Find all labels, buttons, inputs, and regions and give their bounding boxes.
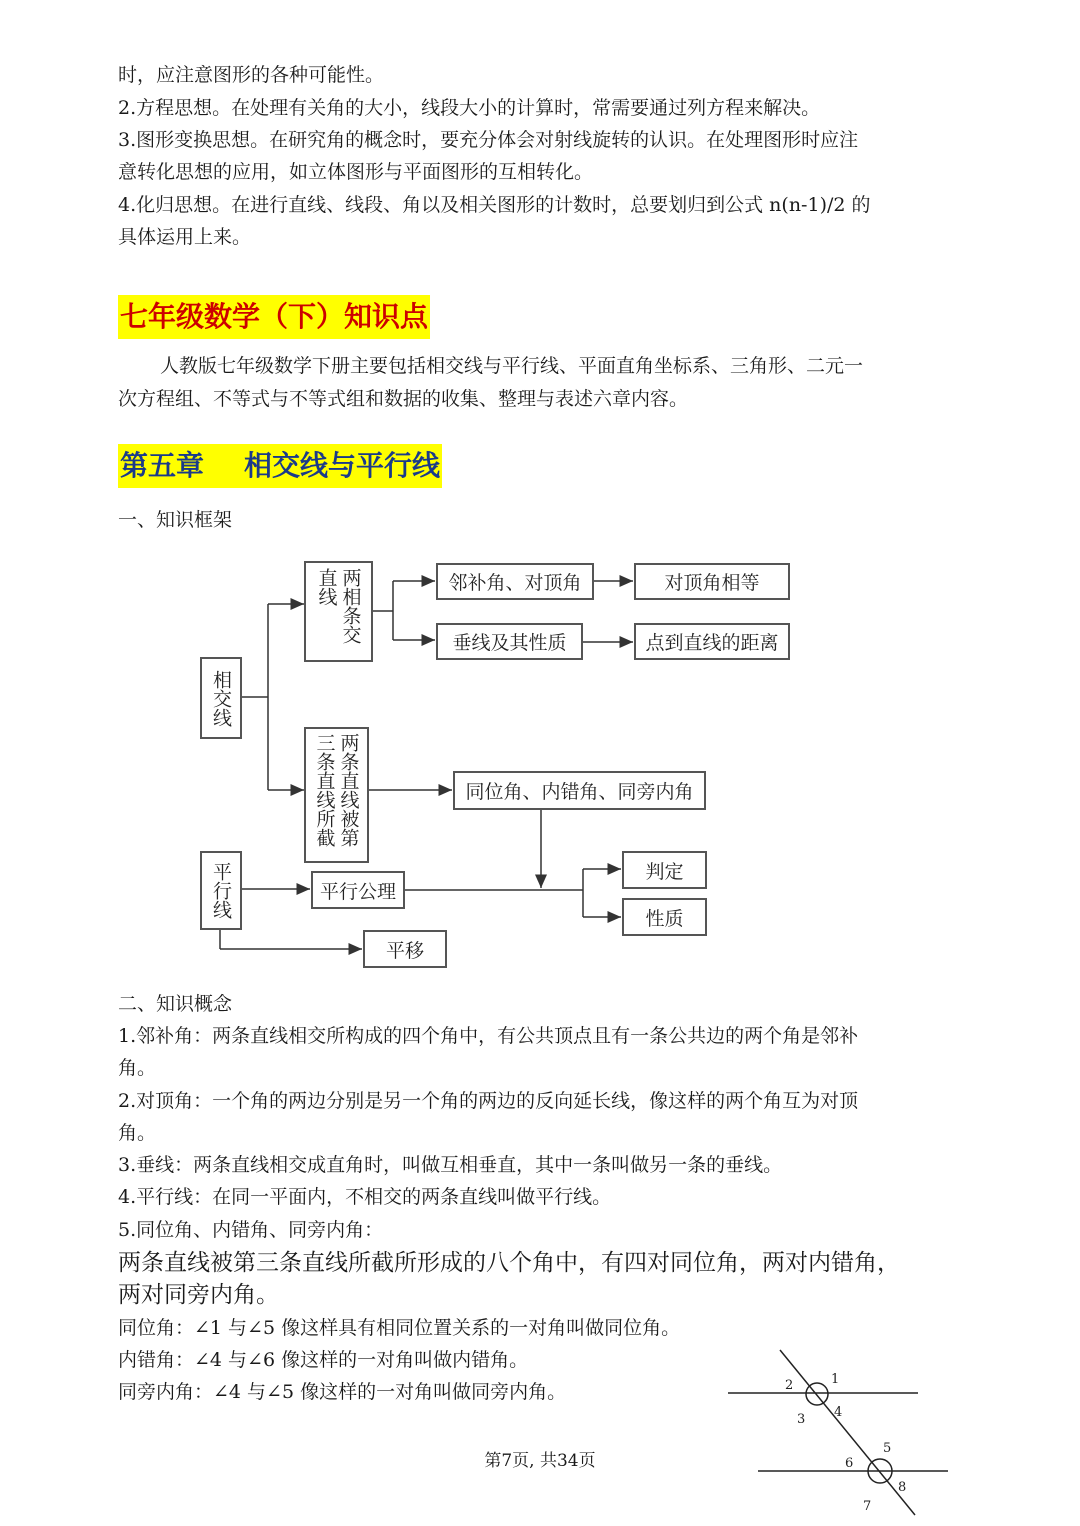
node-perpendicular xyxy=(436,623,583,660)
angle-definition: 同旁内角：∠4 与∠5 像这样的一对角叫做同旁内角。 xyxy=(118,1381,567,1403)
node-point-line-distance xyxy=(634,623,790,660)
node-label: 判定 xyxy=(645,860,684,883)
angle-label-3: 3 xyxy=(797,1412,806,1427)
node-label: 对顶角相等 xyxy=(664,572,760,594)
node-label: 两条直线被第三条直线所截 xyxy=(313,733,360,847)
node-label: 点到直线的距离 xyxy=(645,632,779,654)
angle-label-1: 1 xyxy=(831,1372,840,1387)
chapter-name: 相交线与平行线 xyxy=(244,449,441,482)
node-parallel-axiom xyxy=(311,871,405,909)
node-adjacent-vertical-angles xyxy=(436,563,594,600)
framework-heading: 一、知识框架 xyxy=(118,509,233,531)
node-label: 平行线 xyxy=(210,862,232,919)
body-text-line: 3.图形变换思想。在研究角的概念时，要充分体会对射线旋转的认识。在处理图形时应注 xyxy=(118,129,859,151)
intro-text-line: 人教版七年级数学下册主要包括相交线与平行线、平面直角坐标系、三角形、二元一 xyxy=(160,355,864,377)
node-label: 平移 xyxy=(385,939,424,962)
body-text-line: 具体运用上来。 xyxy=(118,226,252,248)
node-angle-types xyxy=(453,771,706,810)
node-label: 相交线 xyxy=(210,669,232,727)
concept-line: 3.垂线：两条直线相交成直角时，叫做互相垂直，其中一条叫做另一条的垂线。 xyxy=(118,1154,783,1176)
node-label: 邻补角、对顶角 xyxy=(448,572,582,594)
concept-line: 角。 xyxy=(118,1122,157,1144)
node-cut-by-third-line xyxy=(304,727,369,863)
angle-label-7: 7 xyxy=(863,1499,872,1514)
node-label: 性质 xyxy=(645,907,684,930)
body-text-line: 4.化归思想。在进行直线、线段、角以及相关图形的计数时，总要划归到公式 n(n-1)/2 的 xyxy=(118,194,871,216)
node-label: 垂线及其性质 xyxy=(452,632,567,654)
angle-label-5: 5 xyxy=(883,1441,892,1456)
angle-label-2: 2 xyxy=(785,1378,794,1393)
node-label: 平行公理 xyxy=(319,880,396,903)
node-parallel-lines xyxy=(200,851,242,930)
node-judge xyxy=(622,851,707,889)
angle-definition: 同位角：∠1 与∠5 像这样具有相同位置关系的一对角叫做同位角。 xyxy=(118,1317,681,1339)
concept-line: 1.邻补角：两条直线相交所构成的四个角中，有公共顶点且有一条公共边的两个角是邻补 xyxy=(118,1025,859,1047)
body-text-line: 意转化思想的应用，如立体图形与平面图形的互相转化。 xyxy=(118,161,594,183)
concept-line: 4.平行线：在同一平面内，不相交的两条直线叫做平行线。 xyxy=(118,1186,612,1208)
emphasis-line: 两对同旁内角。 xyxy=(118,1282,279,1308)
intro-text-line: 次方程组、不等式与不等式组和数据的收集、整理与表述六章内容。 xyxy=(118,388,689,410)
concept-line: 2.对顶角：一个角的两边分别是另一个角的两边的反向延长线，像这样的两个角互为对顶 xyxy=(118,1090,859,1112)
concepts-heading: 二、知识概念 xyxy=(118,993,233,1015)
node-property xyxy=(622,898,707,936)
angle-label-4: 4 xyxy=(834,1405,843,1420)
emphasis-line: 两条直线被第三条直线所截所形成的八个角中，有四对同位角，两对内错角， xyxy=(118,1250,900,1276)
node-label: 同位角、内错角、同旁内角 xyxy=(465,781,694,803)
node-intersecting-lines xyxy=(200,657,242,739)
angle-definition: 内错角：∠4 与∠6 像这样的一对角叫做内错角。 xyxy=(118,1349,529,1371)
body-text-line: 时，应注意图形的各种可能性。 xyxy=(118,64,385,86)
angle-label-8: 8 xyxy=(898,1480,907,1495)
section-title: 七年级数学（下）知识点 xyxy=(118,295,430,339)
node-label: 两相条交直线 xyxy=(315,567,362,644)
body-text-line: 2.方程思想。在处理有关角的大小，线段大小的计算时，常需要通过列方程来解决。 xyxy=(118,97,821,119)
concept-line: 5.同位角、内错角、同旁内角： xyxy=(118,1219,384,1241)
node-translation xyxy=(363,930,447,968)
node-two-lines-intersect xyxy=(304,561,373,662)
chapter-number: 第五章 xyxy=(120,449,205,482)
concept-line: 角。 xyxy=(118,1057,157,1079)
angle-label-6: 6 xyxy=(845,1456,854,1471)
page-footer: 第7页, 共34页 xyxy=(484,1451,596,1471)
node-vertical-angles-equal xyxy=(634,563,790,600)
